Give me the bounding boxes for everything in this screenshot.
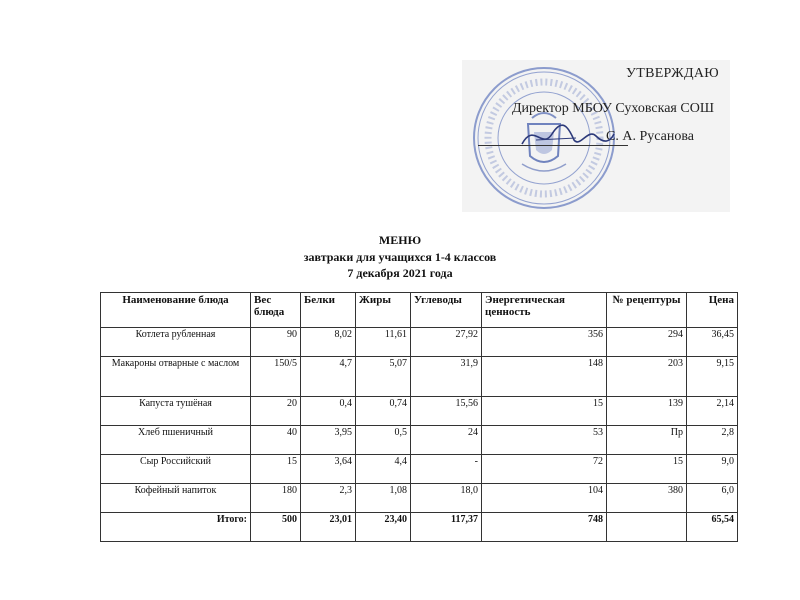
cell-dish: Макароны отварные с маслом [101, 357, 251, 397]
cell-weight: 20 [251, 397, 301, 426]
cell-dish: Котлета рубленная [101, 328, 251, 357]
cell-dish: Капуста тушёная [101, 397, 251, 426]
cell-fats: 0,74 [356, 397, 411, 426]
cell-carbs: - [411, 455, 482, 484]
cell-fats: 1,08 [356, 484, 411, 513]
total-energy: 748 [482, 513, 607, 542]
table-row [101, 328, 738, 357]
cell-energy: 72 [482, 455, 607, 484]
cell-carbs: 18,0 [411, 484, 482, 513]
cell-price: 2,14 [687, 397, 738, 426]
menu-date: 7 декабря 2021 года [347, 266, 453, 280]
column-header-price: Цена [687, 293, 738, 328]
total-price: 65,54 [687, 513, 738, 542]
menu-title: МЕНЮ [378, 233, 422, 247]
cell-weight: 40 [251, 426, 301, 455]
table-row [101, 484, 738, 513]
table-row [101, 455, 738, 484]
cell-proteins: 3,64 [301, 455, 356, 484]
column-header-dish: Наименование блюда [101, 293, 251, 328]
cell-recipe: Пр [607, 426, 687, 455]
cell-energy: 356 [482, 328, 607, 357]
menu-subtitle: завтраки для учащихся 1-4 классов [303, 250, 497, 264]
cell-price: 9,0 [687, 455, 738, 484]
table-row [101, 426, 738, 455]
cell-recipe: 380 [607, 484, 687, 513]
column-header-weight: Вес блюда [251, 293, 301, 328]
column-header-proteins: Белки [301, 293, 356, 328]
cell-proteins: 8,02 [301, 328, 356, 357]
cell-proteins: 0,4 [301, 397, 356, 426]
total-label: Итого: [101, 513, 251, 542]
cell-price: 36,45 [687, 328, 738, 357]
column-header-recipe: № рецептуры [607, 293, 687, 328]
cell-dish: Сыр Российский [101, 455, 251, 484]
menu-table [100, 292, 738, 542]
approval-name: С. А. Русанова [606, 129, 694, 144]
column-header-fats: Жиры [356, 293, 411, 328]
total-carbs: 117,37 [411, 513, 482, 542]
cell-carbs: 27,92 [411, 328, 482, 357]
approval-title: УТВЕРЖДАЮ [626, 66, 719, 81]
cell-energy: 53 [482, 426, 607, 455]
cell-energy: 15 [482, 397, 607, 426]
cell-energy: 104 [482, 484, 607, 513]
cell-recipe: 139 [607, 397, 687, 426]
cell-recipe: 294 [607, 328, 687, 357]
cell-price: 9,15 [687, 357, 738, 397]
cell-recipe: 15 [607, 455, 687, 484]
cell-fats: 4,4 [356, 455, 411, 484]
cell-carbs: 24 [411, 426, 482, 455]
cell-energy: 148 [482, 357, 607, 397]
cell-weight: 150/5 [251, 357, 301, 397]
column-header-energy: Энергетическая ценность [482, 293, 607, 328]
signature-icon [516, 118, 616, 154]
cell-price: 6,0 [687, 484, 738, 513]
cell-fats: 11,61 [356, 328, 411, 357]
cell-proteins: 2,3 [301, 484, 356, 513]
cell-fats: 5,07 [356, 357, 411, 397]
cell-price: 2,8 [687, 426, 738, 455]
total-proteins: 23,01 [301, 513, 356, 542]
cell-weight: 15 [251, 455, 301, 484]
cell-carbs: 31,9 [411, 357, 482, 397]
total-weight: 500 [251, 513, 301, 542]
cell-weight: 90 [251, 328, 301, 357]
cell-dish: Хлеб пшеничный [101, 426, 251, 455]
total-recipe [607, 513, 687, 542]
approval-position: Директор МБОУ Суховская СОШ [512, 101, 714, 116]
cell-weight: 180 [251, 484, 301, 513]
cell-proteins: 3,95 [301, 426, 356, 455]
total-fats: 23,40 [356, 513, 411, 542]
table-header-row [101, 293, 738, 328]
cell-carbs: 15,56 [411, 397, 482, 426]
cell-recipe: 203 [607, 357, 687, 397]
column-header-carbs: Углеводы [411, 293, 482, 328]
table-total-row [101, 513, 738, 542]
table-row [101, 397, 738, 426]
cell-fats: 0,5 [356, 426, 411, 455]
cell-dish: Кофейный напиток [101, 484, 251, 513]
table-row [101, 357, 738, 397]
cell-proteins: 4,7 [301, 357, 356, 397]
